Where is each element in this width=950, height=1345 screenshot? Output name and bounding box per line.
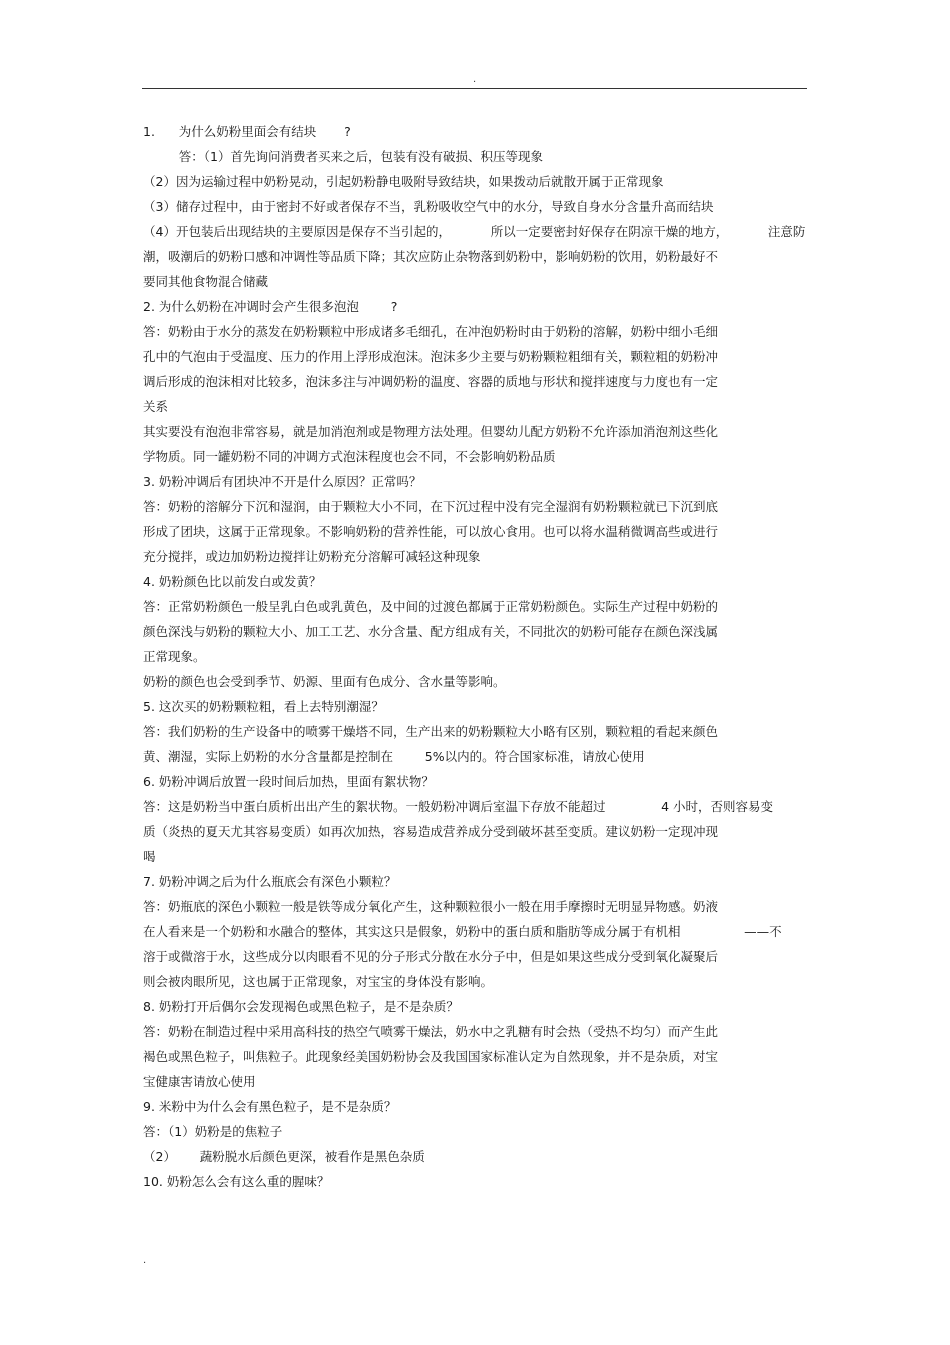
footer-mark: . bbox=[143, 1255, 147, 1266]
text-line: 形成了团块，这属于正常现象。不影响奶粉的营养性能，可以放心食用。也可以将水温稍微调高些或进行 bbox=[143, 524, 719, 539]
text-line: 孔中的气泡由于受温度、压力的作用上浮形成泡沫。泡沫多少主要与奶粉颗粒粗细有关，颗粒粗的奶粉冲 bbox=[143, 349, 719, 364]
text-line: 8. 奶粉打开后偶尔会发现褐色或黑色粒子，是不是杂质？ bbox=[143, 999, 459, 1014]
text-line: 9. 米粉中为什么会有黑色粒子，是不是杂质？ bbox=[143, 1099, 397, 1114]
text-line: 2. 为什么奶粉在冲调时会产生很多泡泡 ? bbox=[143, 299, 398, 314]
text-line: 答：奶粉在制造过程中采用高科技的热空气喷雾干燥法，奶水中之乳糖有时会热（受热不均匀）而产生此 bbox=[143, 1024, 719, 1039]
text-line: 答：奶粉的溶解分下沉和湿润，由于颗粒大小不同，在下沉过程中没有完全湿润有奶粉颗粒就已下沉到底 bbox=[143, 499, 719, 514]
text-line: 调后形成的泡沫相对比较多，泡沫多注与冲调奶粉的温度、容器的质地与形状和搅拌速度与力度也有一定 bbox=[143, 374, 719, 389]
text-line: 黄、潮湿，实际上奶粉的水分含量都是控制在 5%以内的。符合国家标准，请放心使用 bbox=[143, 749, 645, 764]
text-line: 奶粉的颜色也会受到季节、奶源、里面有色成分、含水量等影响。 bbox=[143, 674, 506, 689]
text-line: 在人看来是一个奶粉和水融合的整体，其实这只是假象，奶粉中的蛋白质和脂肪等成分属于有机相 ——不 bbox=[143, 924, 782, 939]
text-line: 答：这是奶粉当中蛋白质析出出产生的絮状物。一般奶粉冲调后室温下存放不能超过 4 小时，否则容易变 bbox=[143, 799, 774, 814]
text-line: 答：（1）奶粉是的焦粒子 bbox=[143, 1124, 283, 1139]
text-line: 宝健康害请放心使用 bbox=[143, 1074, 256, 1089]
text-line: 1. 为什么奶粉里面会有结块 ? bbox=[143, 124, 351, 139]
text-line: 5. 这次买的奶粉颗粒粗，看上去特别潮湿？ bbox=[143, 699, 384, 714]
text-line: 充分搅拌，或边加奶粉边搅拌让奶粉充分溶解可减轻这种现象 bbox=[143, 549, 481, 564]
document-body bbox=[143, 119, 808, 1194]
text-line: 溶于或微溶于水，这些成分以肉眼看不见的分子形式分散在水分子中，但是如果这些成分受到氧化凝聚后 bbox=[143, 949, 719, 964]
text-line: 4. 奶粉颜色比以前发白或发黄？ bbox=[143, 574, 322, 589]
text-line: 则会被肉眼所见，这也属于正常现象，对宝宝的身体没有影响。 bbox=[143, 974, 494, 989]
text-line: （2）因为运输过程中奶粉晃动，引起奶粉静电吸附导致结块，如果拨动后就散开属于正常现象 bbox=[143, 174, 664, 189]
text-line: （2） 蔬粉脱水后颜色更深，被看作是黑色杂质 bbox=[143, 1149, 425, 1164]
text-line: （4）开包装后出现结块的主要原因是保存不当引起的， 所以一定要密封好保存在阴凉干燥的地方， 注意防 bbox=[143, 224, 806, 239]
text-line: 其实要没有泡泡非常容易，就是加消泡剂或是物理方法处理。但婴幼儿配方奶粉不允许添加消泡剂这些化 bbox=[143, 424, 719, 439]
text-line: 7. 奶粉冲调之后为什么瓶底会有深色小颗粒？ bbox=[143, 874, 397, 889]
text-line: 3. 奶粉冲调后有团块冲不开是什么原因？正常吗？ bbox=[143, 474, 422, 489]
text-line: 10. 奶粉怎么会有这么重的腥味？ bbox=[143, 1174, 330, 1189]
text-line: （3）储存过程中，由于密封不好或者保存不当，乳粉吸收空气中的水分，导致自身水分含量升高而结块 bbox=[143, 199, 714, 214]
text-line: 答：（1）首先询问消费者买来之后，包装有没有破损、积压等现象 bbox=[143, 149, 543, 164]
text-line: 答：奶粉由于水分的蒸发在奶粉颗粒中形成诸多毛细孔，在冲泡奶粉时由于奶粉的溶解，奶粉中细小毛细 bbox=[143, 324, 719, 339]
header-mark: . bbox=[473, 74, 477, 85]
text-line: 关系 bbox=[143, 399, 169, 414]
text-line: 喝 bbox=[143, 849, 156, 864]
text-line: 质（炎热的夏天尤其容易变质）如再次加热，容易造成营养成分受到破坏甚至变质。建议奶粉一定现冲现 bbox=[143, 824, 719, 839]
text-line: 6. 奶粉冲调后放置一段时间后加热，里面有絮状物？ bbox=[143, 774, 434, 789]
text-line: 答：正常奶粉颜色一般呈乳白色或乳黄色，及中间的过渡色都属于正常奶粉颜色。实际生产过程中奶粉的 bbox=[143, 599, 719, 614]
text-line: 答：奶瓶底的深色小颗粒一般是铁等成分氧化产生，这种颗粒很小一般在用手摩擦时无明显异物感。奶液 bbox=[143, 899, 719, 914]
text-line: 答：我们奶粉的生产设备中的喷雾干燥塔不同，生产出来的奶粉颗粒大小略有区别，颗粒粗的看起来颜色 bbox=[143, 724, 719, 739]
text-line: 正常现象。 bbox=[143, 649, 206, 664]
text-line: 潮，吸潮后的奶粉口感和冲调性等品质下降；其次应防止杂物落到奶粉中，影响奶粉的饮用，奶粉最好不 bbox=[143, 249, 719, 264]
header-rule bbox=[142, 88, 807, 89]
text-line: 学物质。同一罐奶粉不同的冲调方式泡沫程度也会不同，不会影响奶粉品质 bbox=[143, 449, 556, 464]
text-line: 颜色深浅与奶粉的颗粒大小、加工工艺、水分含量、配方组成有关，不同批次的奶粉可能存在颜色深浅属 bbox=[143, 624, 719, 639]
text-line: 要同其他食物混合储藏 bbox=[143, 274, 269, 289]
text-line: 褐色或黑色粒子，叫焦粒子。此现象经美国奶粉协会及我国国家标准认定为自然现象，并不是杂质，对宝 bbox=[143, 1049, 719, 1064]
